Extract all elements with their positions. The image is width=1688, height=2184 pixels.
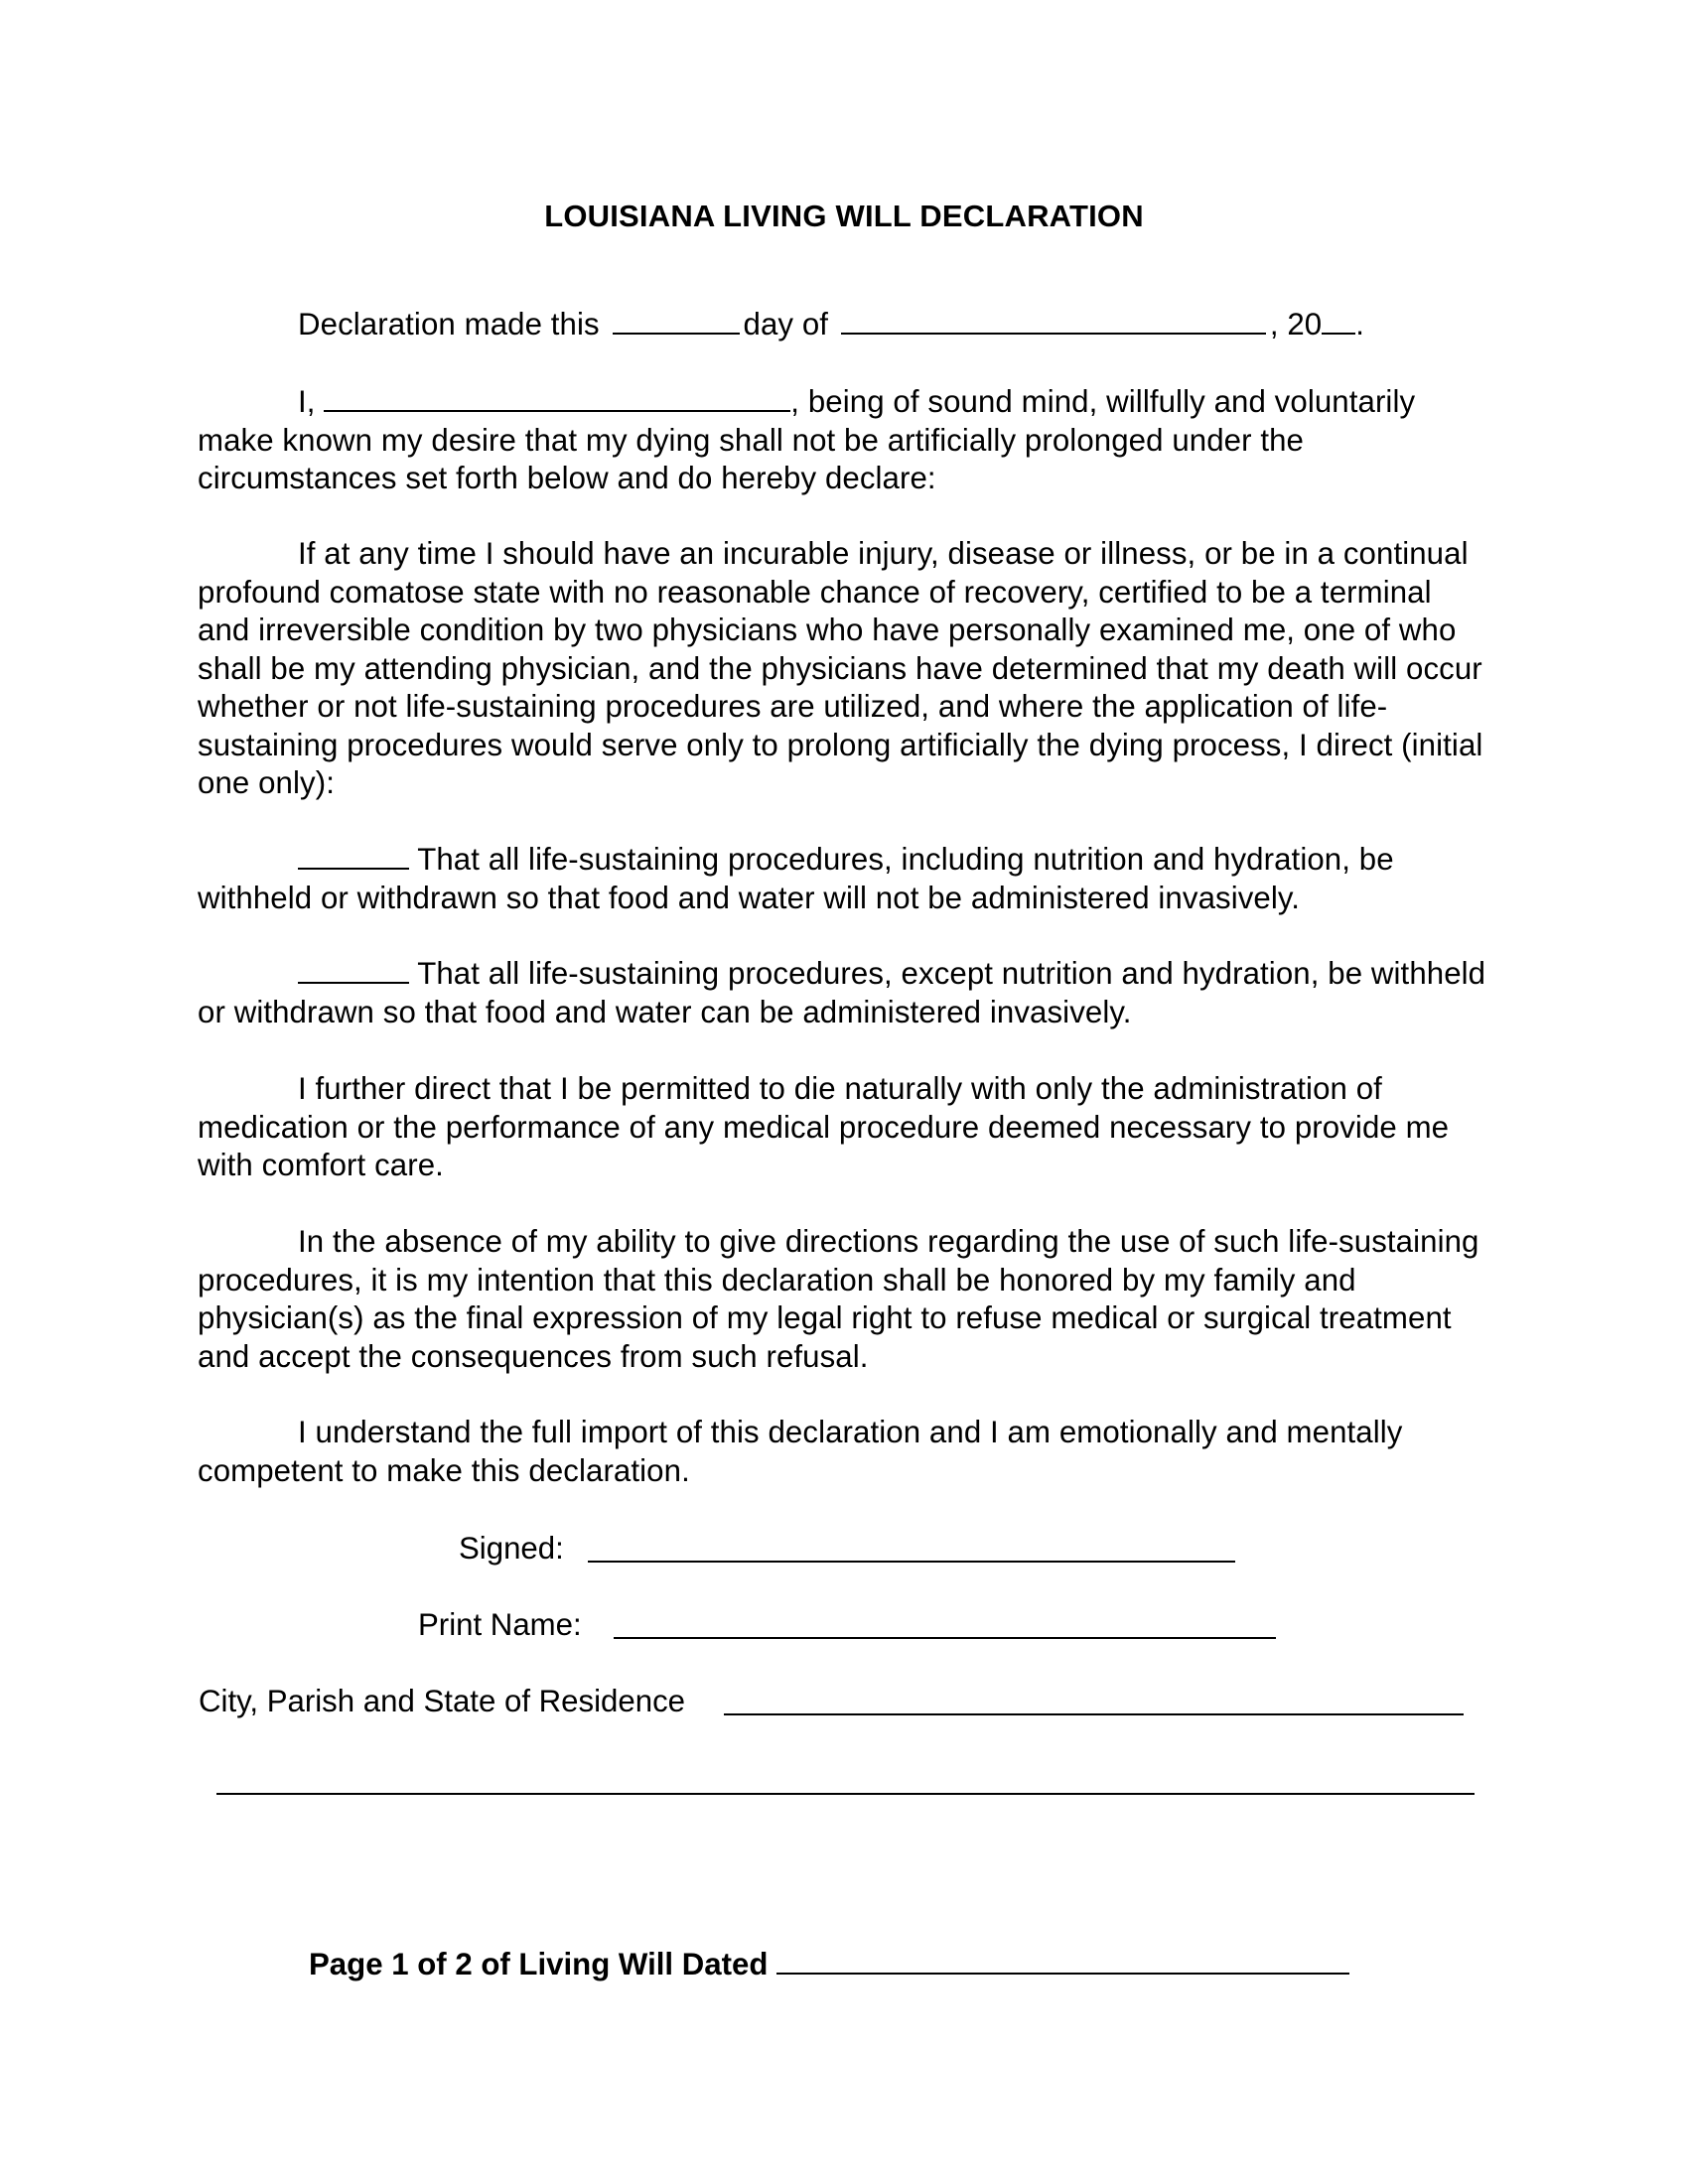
residence-label: City, Parish and State of Residence (199, 1684, 686, 1718)
option-1-initial-blank-field[interactable] (298, 842, 409, 870)
declarant-prefix: I, (298, 384, 316, 419)
day-blank-field[interactable] (613, 307, 740, 335)
date-line-end: . (1355, 307, 1365, 341)
option-1-paragraph (198, 841, 1488, 917)
declarant-text: , being of sound mind, willfully and voluntarily make known my desire that my dying shall not be artificially prolonged under the circumstances set forth below and do hereby declare: (198, 384, 1416, 495)
date-line-middle: day of (743, 307, 829, 341)
footer-text: Page 1 of 2 of Living Will Dated (309, 1947, 769, 1981)
declaration-date-line (198, 306, 1488, 344)
option-2-text: That all life-sustaining procedures, except nutrition and hydration, be withheld or withdrawn so that food and water can be administered invasively. (198, 956, 1486, 1029)
residence-continuation-blank-field[interactable] (216, 1793, 1475, 1795)
year-blank-field[interactable] (1322, 307, 1355, 335)
print-name-blank-field[interactable] (614, 1637, 1276, 1639)
declarant-paragraph (198, 383, 1488, 498)
month-blank-field[interactable] (841, 307, 1266, 335)
option-2-initial-blank-field[interactable] (298, 956, 409, 984)
signed-label: Signed: (459, 1531, 564, 1566)
print-name-label: Print Name: (418, 1607, 582, 1642)
residence-blank-field[interactable] (724, 1713, 1464, 1715)
understanding-paragraph: I understand the full import of this declaration and I am emotionally and mentally competent to make this declaration. (198, 1415, 1403, 1488)
option-2-paragraph (198, 955, 1488, 1031)
page-footer (309, 1945, 1349, 1984)
declarant-name-blank-field[interactable] (324, 384, 790, 412)
absence-paragraph: In the absence of my ability to give directions regarding the use of such life-sustaining procedures, it is my intention that this declaration shall be honored by my family and physician(s) as the final expression of my legal right to refuse medical or surgical treatment and accept the consequences from such refusal. (198, 1224, 1479, 1374)
date-line-year-prefix: , 20 (1269, 307, 1323, 341)
option-1-text: That all life-sustaining procedures, including nutrition and hydration, be withheld or withdrawn so that food and water will not be administered invasively. (198, 842, 1394, 915)
signature-blank-field[interactable] (588, 1561, 1235, 1563)
date-line-prefix: Declaration made this (298, 307, 600, 341)
comfort-care-paragraph: I further direct that I be permitted to die naturally with only the administration of medication or the performance of any medical procedure deemed necessary to provide me with comfort care. (198, 1071, 1450, 1182)
document-title: LOUISIANA LIVING WILL DECLARATION (544, 199, 1144, 233)
living-will-date-blank-field[interactable] (776, 1947, 1349, 1975)
condition-paragraph: If at any time I should have an incurable injury, disease or illness, or be in a continual profound comatose state with no reasonable chance of recovery, certified to be a terminal and irreversible condition by two physicians who have personally examined me, one of who shall be my attending physician, and the physicians have determined that my death will occur whether or not life-sustaining procedures are utilized, and where the application of life-sustaining procedures would serve only to prolong artificially the dying process, I direct (initial one only): (198, 536, 1483, 800)
